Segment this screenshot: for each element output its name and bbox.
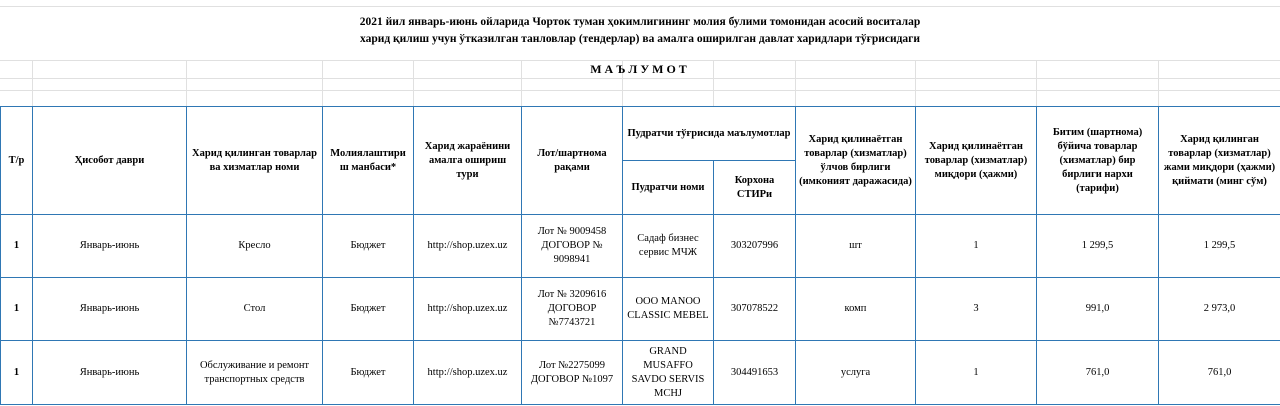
row-total: 1 299,5 bbox=[1159, 215, 1280, 278]
table-row bbox=[1, 341, 1280, 405]
row-lot: Лот № 9009458 ДОГОВОР № 9098941 bbox=[522, 215, 623, 278]
row-unit-price: 1 299,5 bbox=[1037, 215, 1159, 278]
header-lot: Лот/шартнома рақами bbox=[522, 107, 623, 215]
header-procedure: Харид жараёнини амалга ошириш тури bbox=[414, 107, 522, 215]
row-unit: шт bbox=[796, 215, 916, 278]
report-title-line-1: 2021 йил январь-июнь ойларида Чорток туман ҳокимлигининг молия булими томонидан асосий воситалар bbox=[359, 16, 921, 28]
row-procedure: http://shop.uzex.uz bbox=[414, 278, 522, 341]
row-funding: Бюджет bbox=[323, 278, 414, 341]
row-item: Стол bbox=[187, 278, 323, 341]
row-lot: Лот №2275099 ДОГОВОР №1097 bbox=[522, 341, 623, 405]
grid-line bbox=[0, 60, 1280, 61]
row-total: 2 973,0 bbox=[1159, 278, 1280, 341]
row-quantity: 1 bbox=[916, 341, 1037, 405]
header-contractor-name: Пудратчи номи bbox=[623, 161, 714, 215]
row-tin: 303207996 bbox=[714, 215, 796, 278]
row-tin: 307078522 bbox=[714, 278, 796, 341]
header-tin: Корхона СТИРи bbox=[714, 161, 796, 215]
row-period: Январь-июнь bbox=[33, 341, 187, 405]
row-contractor: GRAND MUSAFFO SAVDO SERVIS MCHJ bbox=[623, 341, 714, 405]
header-row bbox=[1, 107, 1280, 161]
row-contractor: Садаф бизнес сервис МЧЖ bbox=[623, 215, 714, 278]
row-procedure: http://shop.uzex.uz bbox=[414, 215, 522, 278]
row-item: Кресло bbox=[187, 215, 323, 278]
grid-line bbox=[0, 6, 1280, 7]
row-lot: Лот № 3209616 ДОГОВОР №7743721 bbox=[522, 278, 623, 341]
row-quantity: 3 bbox=[916, 278, 1037, 341]
report-subtitle: МАЪЛУМОТ bbox=[590, 62, 690, 76]
header-item: Харид қилинган товарлар ва хизматлар номи bbox=[187, 107, 323, 215]
row-procedure: http://shop.uzex.uz bbox=[414, 341, 522, 405]
header-num: Т/р bbox=[1, 107, 33, 215]
grid-line bbox=[0, 90, 1280, 91]
header-unit-price: Битим (шартнома) бўйича товарлар (хизматлар) бир бирлиги нархи (тарифи) bbox=[1037, 107, 1159, 215]
report-title-line-2: харид қилиш учун ўтказилган танловлар (тендерлар) ва амалга оширилган давлат харидлари тўғрисидаги bbox=[359, 33, 921, 45]
row-contractor: ООО MANOO CLASSIC MEBEL bbox=[623, 278, 714, 341]
header-quantity: Харид қилинаётган товарлар (хизматлар) миқдори (ҳажми) bbox=[916, 107, 1037, 215]
row-unit-price: 761,0 bbox=[1037, 341, 1159, 405]
row-num: 1 bbox=[1, 215, 33, 278]
row-funding: Бюджет bbox=[323, 215, 414, 278]
row-unit: комп bbox=[796, 278, 916, 341]
row-funding: Бюджет bbox=[323, 341, 414, 405]
row-tin: 304491653 bbox=[714, 341, 796, 405]
header-funding: Молиялаштири ш манбаси* bbox=[323, 107, 414, 215]
header-contractor-group: Пудратчи тўғрисида маълумотлар bbox=[623, 107, 796, 161]
row-quantity: 1 bbox=[916, 215, 1037, 278]
header-unit: Харид қилинаётган товарлар (хизматлар) ўлчов бирлиги (имконият даражасида) bbox=[796, 107, 916, 215]
row-total: 761,0 bbox=[1159, 341, 1280, 405]
grid-line bbox=[0, 78, 1280, 79]
table-row bbox=[1, 215, 1280, 278]
header-period: Ҳисобот даври bbox=[33, 107, 187, 215]
header-total: Харид қилинган товарлар (хизматлар) жами миқдори (ҳажми) қиймати (минг сўм) bbox=[1159, 107, 1280, 215]
row-period: Январь-июнь bbox=[33, 215, 187, 278]
row-num: 1 bbox=[1, 278, 33, 341]
row-unit: услуга bbox=[796, 341, 916, 405]
row-num: 1 bbox=[1, 341, 33, 405]
table-row bbox=[1, 278, 1280, 341]
row-period: Январь-июнь bbox=[33, 278, 187, 341]
row-unit-price: 991,0 bbox=[1037, 278, 1159, 341]
procurement-table bbox=[0, 106, 1280, 405]
row-item: Обслуживание и ремонт транспортных средств bbox=[187, 341, 323, 405]
